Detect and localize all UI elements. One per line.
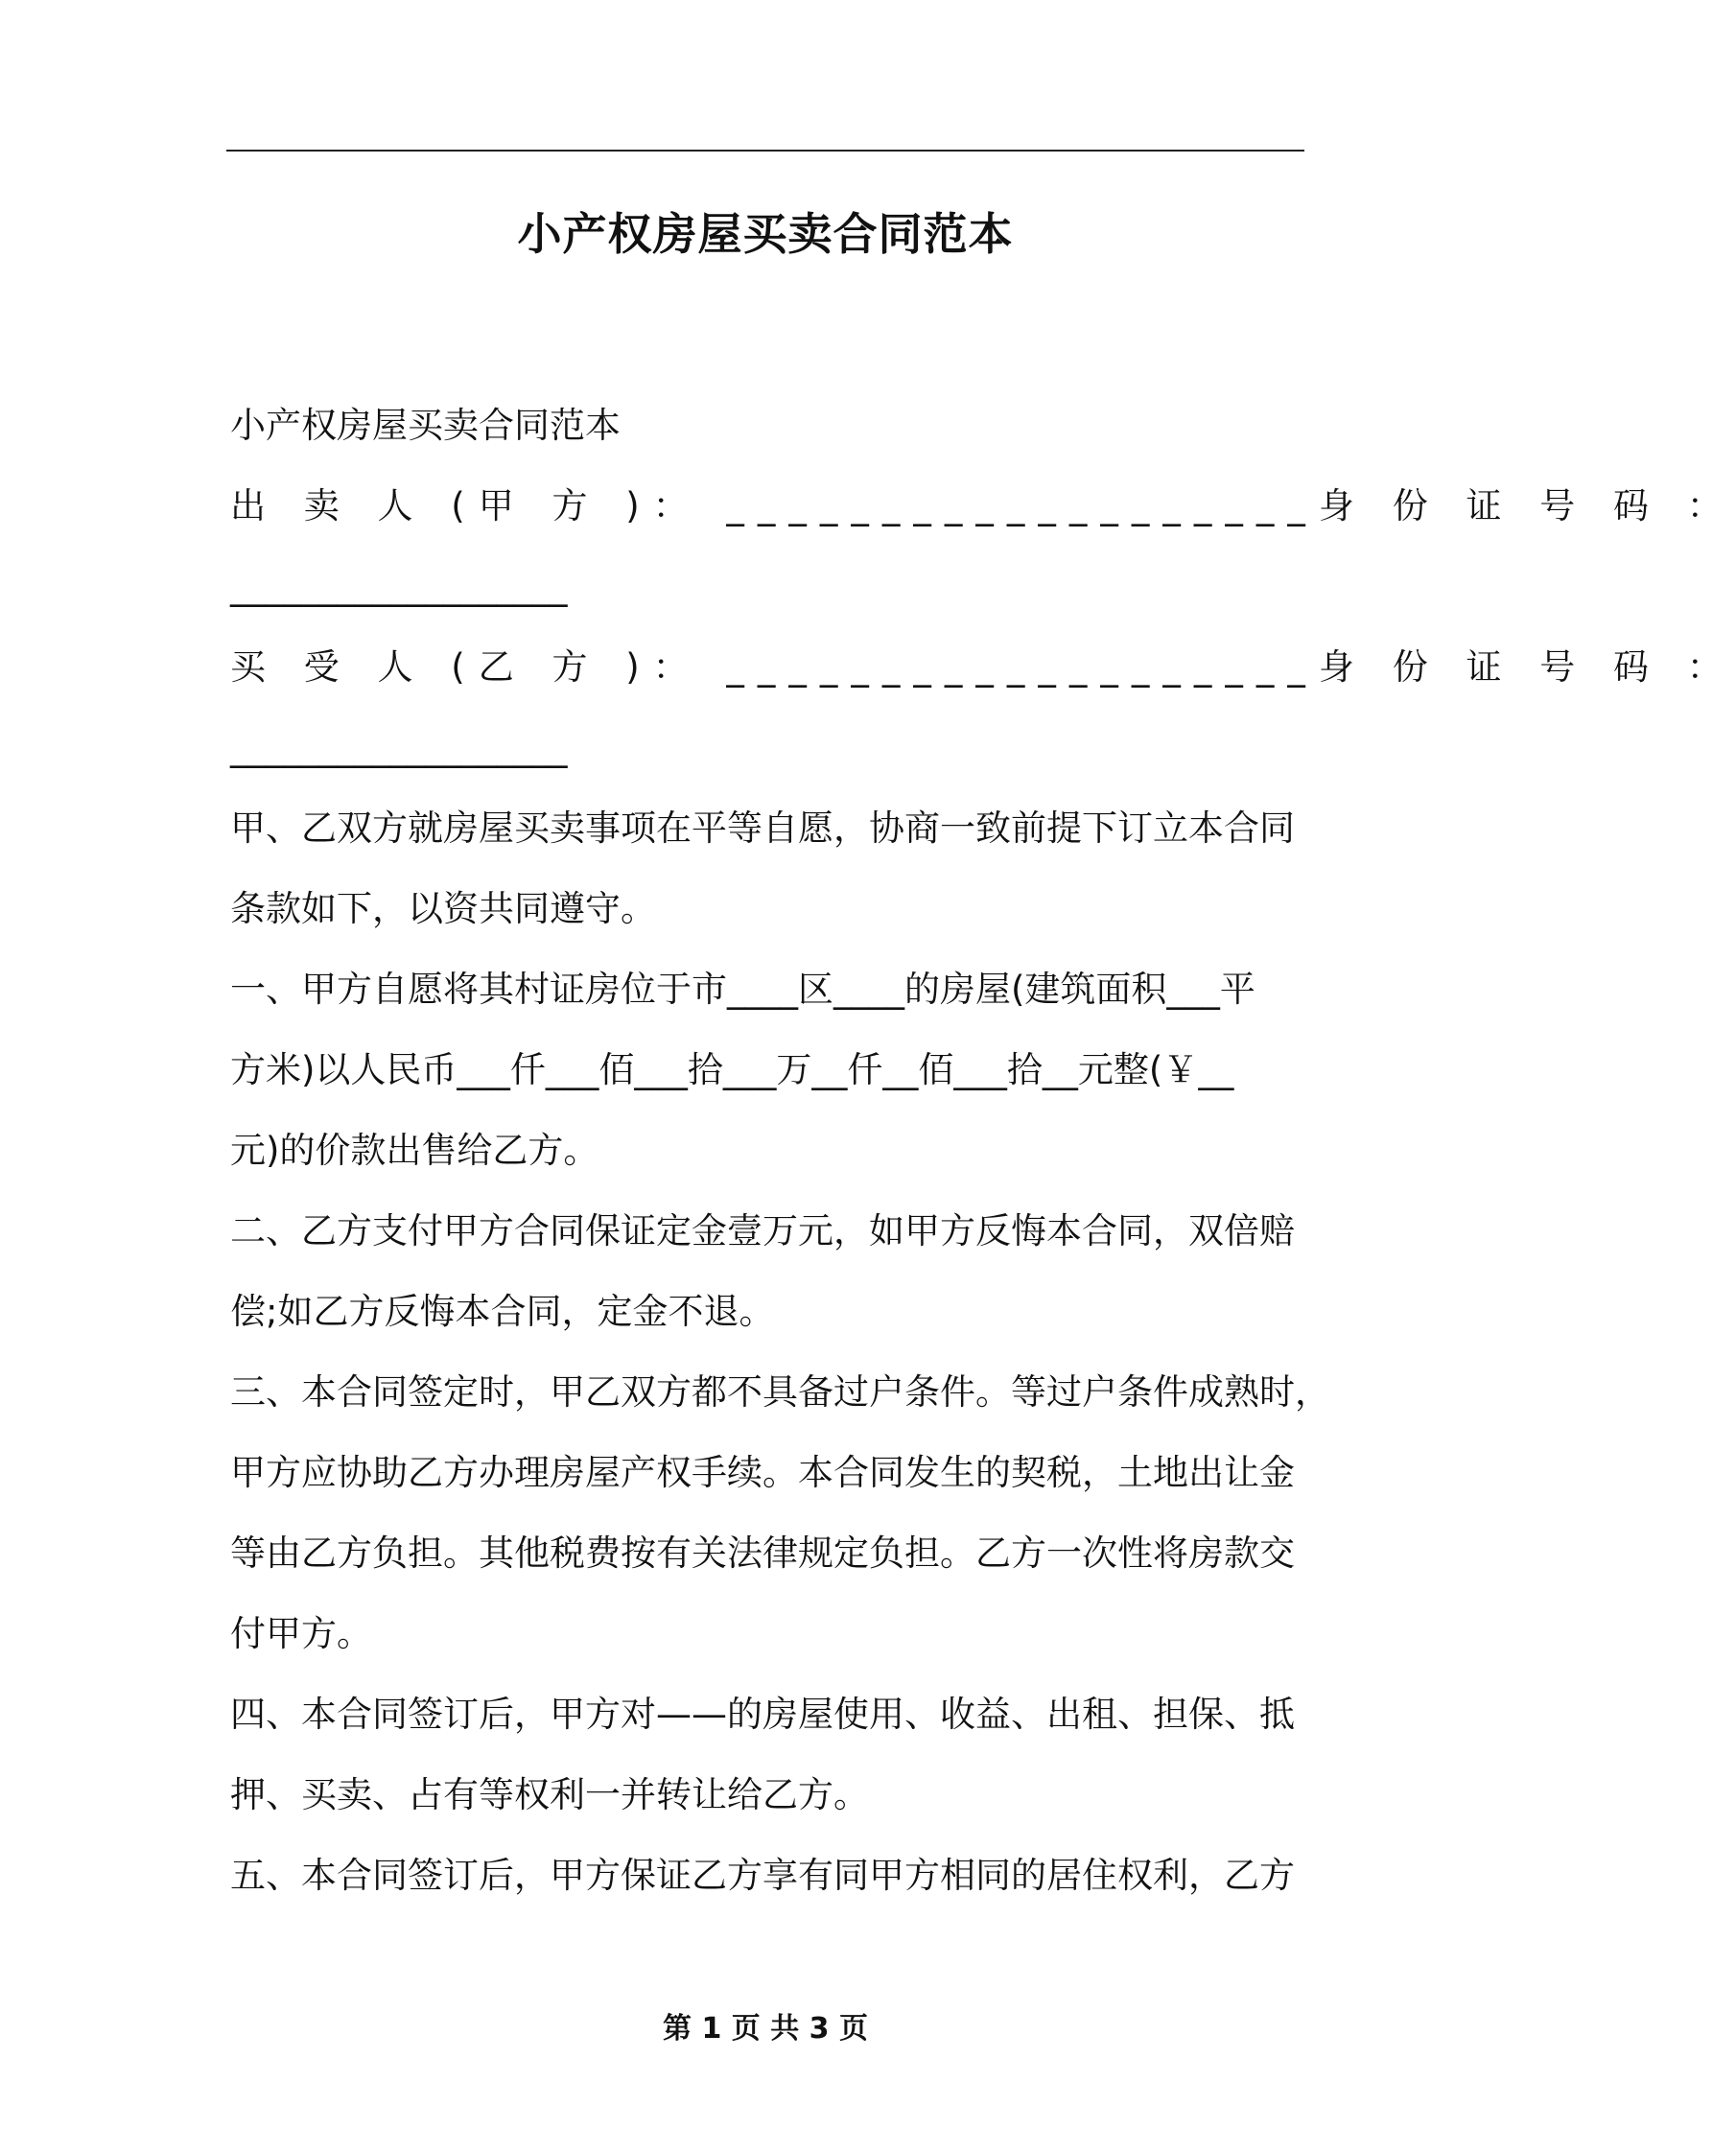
seller-line: 出 卖 人 (甲 方 )： ___________________身 份 证 号 码 ： (230, 485, 1736, 526)
paragraph-line: 条款如下，以资共同遵守。 (230, 888, 656, 929)
paragraph-line: 押、买卖、占有等权利一并转让给乙方。 (230, 1774, 869, 1815)
buyer-line: 买 受 人 (乙 方 )： ___________________身 份 证 号 码 ： (230, 646, 1736, 688)
paragraph-line: 甲、乙双方就房屋买卖事项在平等自愿，协商一致前提下订立本合同 (230, 807, 1295, 849)
paragraph-line: 二、乙方支付甲方合同保证定金壹万元，如甲方反悔本合同，双倍赔 (230, 1210, 1295, 1251)
paragraph-line: 方米)以人民币___仟___佰___拾___万__仟__佰___拾__元整(￥__ (230, 1049, 1234, 1090)
paragraph-line: 三、本合同签定时，甲乙双方都不具备过户条件。等过户条件成熟时， (230, 1371, 1330, 1413)
header-rule (226, 150, 1304, 152)
paragraph-line: 五、本合同签订后，甲方保证乙方享有同甲方相同的居住权利，乙方 (230, 1855, 1295, 1896)
paragraph-line: 等由乙方负担。其他税费按有关法律规定负担。乙方一次性将房款交 (230, 1532, 1295, 1574)
paragraph-line: 一、甲方自愿将其村证房位于市____区____的房屋(建筑面积___平 (230, 969, 1255, 1010)
buyer-id-blank: ___________________ (230, 727, 568, 768)
subtitle-line: 小产权房屋买卖合同范本 (230, 405, 621, 446)
paragraph-line: 四、本合同签订后，甲方对——的房屋使用、收益、出租、担保、抵 (230, 1694, 1295, 1735)
page-number-footer: 第 1 页 共 3 页 (663, 2012, 868, 2046)
paragraph-line: 甲方应协助乙方办理房屋产权手续。本合同发生的契税，土地出让金 (230, 1452, 1295, 1493)
paragraph-line: 付甲方。 (230, 1613, 372, 1654)
paragraph-line: 偿;如乙方反悔本合同，定金不退。 (230, 1291, 775, 1332)
document-body (230, 386, 1736, 1916)
document-title: 小产权房屋买卖合同范本 (517, 208, 1014, 260)
paragraph-line: 元)的价款出售给乙方。 (230, 1130, 599, 1171)
seller-id-blank: ___________________ (230, 566, 568, 607)
